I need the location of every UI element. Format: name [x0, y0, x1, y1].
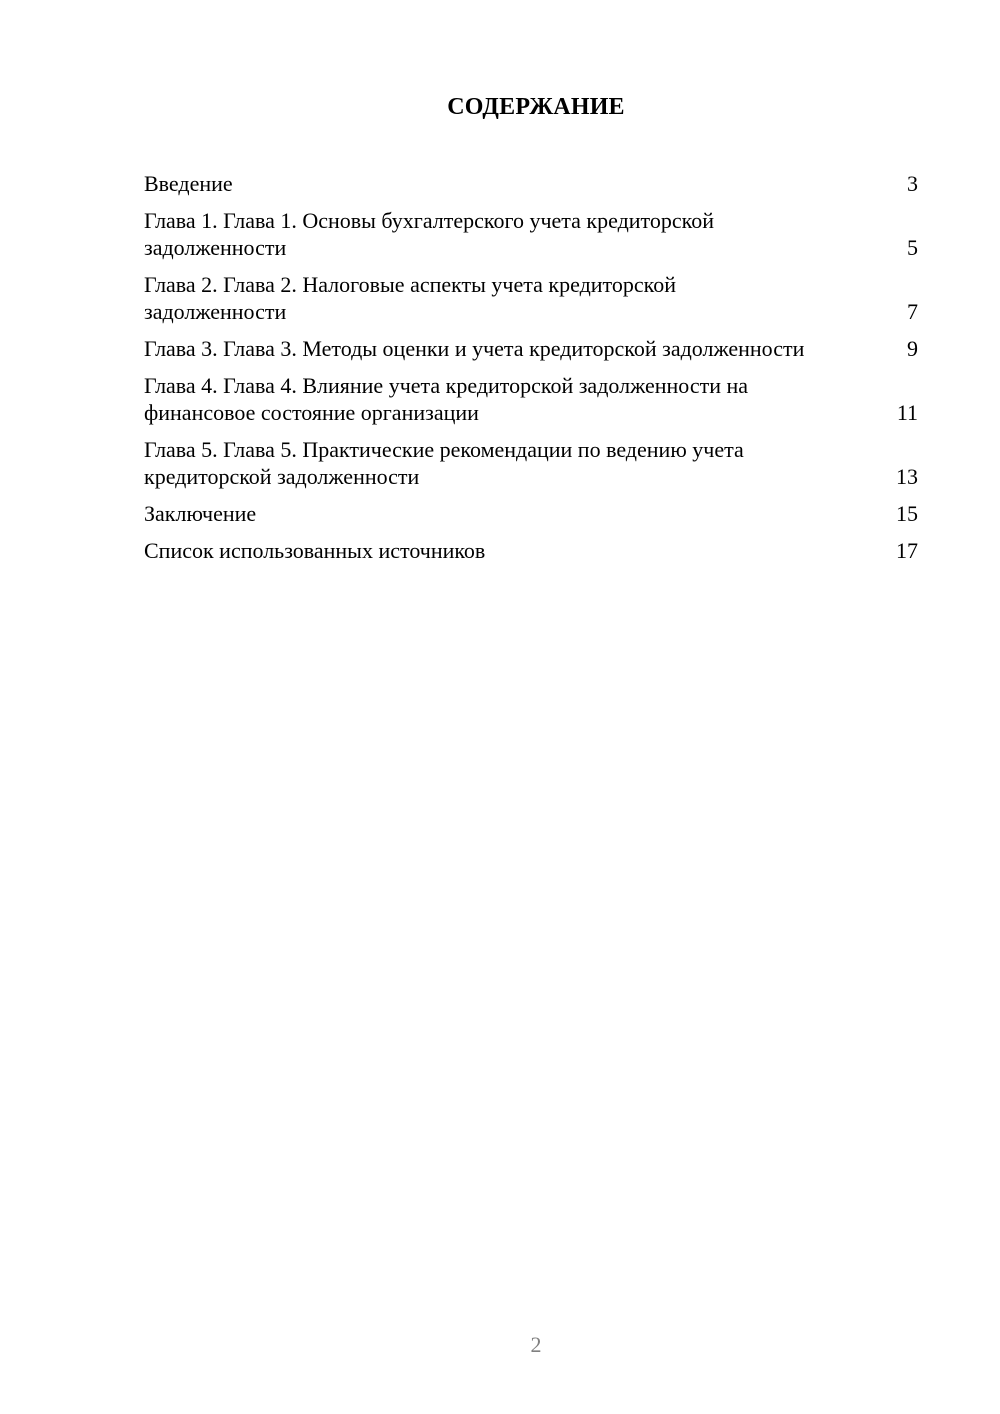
- toc-entry-page: 15: [896, 501, 918, 526]
- toc-entry-conclusion[interactable]: [144, 500, 918, 527]
- toc-entry-references[interactable]: [144, 537, 918, 564]
- toc-entry-chapter-1[interactable]: [144, 207, 918, 261]
- toc-entry-page: 7: [907, 299, 918, 324]
- toc-entry-page: 9: [907, 336, 918, 361]
- toc-entry-chapter-2[interactable]: [144, 271, 918, 325]
- toc-entry-text: Список использованных источников: [144, 538, 486, 563]
- toc-entry-page: 13: [896, 464, 918, 489]
- toc-entry-text: Глава 5. Глава 5. Практические рекомендации по ведению учета кредиторской задолженности: [144, 437, 744, 489]
- toc-entry-text: Введение: [144, 171, 233, 196]
- page-number: 2: [530, 1332, 542, 1357]
- toc-entry-chapter-4[interactable]: [144, 372, 918, 426]
- toc-entry-page: 3: [907, 171, 918, 196]
- toc-entry-text: Глава 4. Глава 4. Влияние учета кредиторской задолженности на финансовое состояние организации: [144, 373, 749, 425]
- toc-entry-text: Заключение: [144, 501, 257, 526]
- page-title: СОДЕРЖАНИЕ: [447, 94, 625, 120]
- table-of-contents: [144, 170, 918, 574]
- toc-entry-page: 5: [907, 235, 918, 260]
- toc-entry-introduction[interactable]: [144, 170, 918, 197]
- toc-entry-text: Глава 1. Глава 1. Основы бухгалтерского учета кредиторской задолженности: [144, 208, 714, 260]
- toc-entry-page: 11: [896, 400, 918, 425]
- toc-entry-chapter-5[interactable]: [144, 436, 918, 490]
- toc-entry-page: 17: [896, 538, 918, 563]
- toc-entry-chapter-3[interactable]: [144, 335, 918, 362]
- toc-entry-text: Глава 2. Глава 2. Налоговые аспекты учета кредиторской задолженности: [144, 272, 676, 324]
- toc-entry-text: Глава 3. Глава 3. Методы оценки и учета кредиторской задолженности: [144, 336, 805, 361]
